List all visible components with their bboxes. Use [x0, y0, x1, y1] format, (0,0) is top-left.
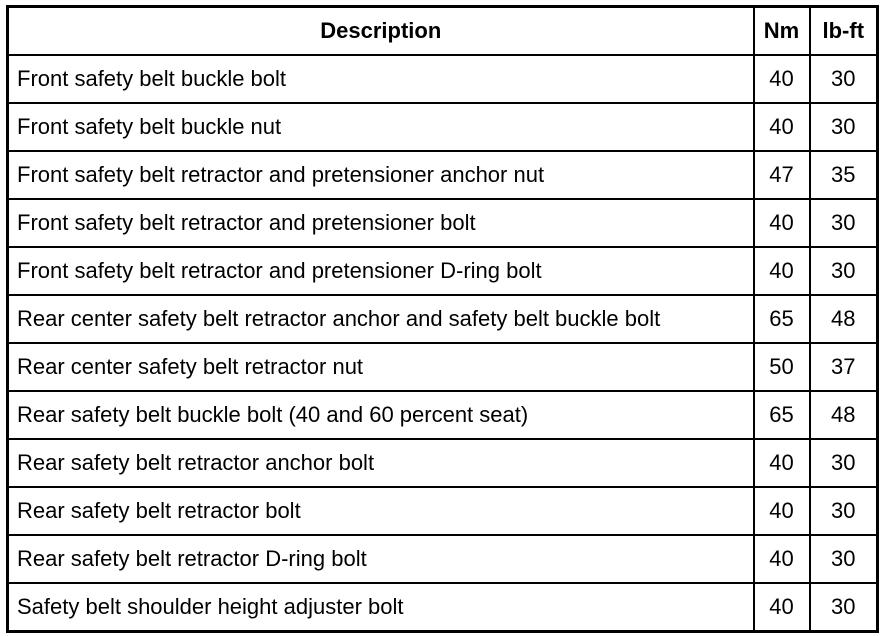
header-nm: Nm [754, 7, 810, 56]
cell-description: Front safety belt retractor and pretensioner bolt [8, 199, 754, 247]
cell-lbft: 30 [810, 55, 878, 103]
header-description: Description [8, 7, 754, 56]
cell-lbft: 30 [810, 583, 878, 632]
table-header [8, 7, 878, 56]
cell-nm: 65 [754, 391, 810, 439]
cell-lbft: 48 [810, 391, 878, 439]
header-lbft: lb-ft [810, 7, 878, 56]
cell-description: Safety belt shoulder height adjuster bolt [8, 583, 754, 632]
header-row [8, 7, 878, 56]
cell-lbft: 30 [810, 535, 878, 583]
cell-description: Front safety belt retractor and pretensioner anchor nut [8, 151, 754, 199]
cell-description: Rear center safety belt retractor anchor and safety belt buckle bolt [8, 295, 754, 343]
table-row [8, 199, 878, 247]
cell-nm: 40 [754, 535, 810, 583]
cell-description: Rear safety belt buckle bolt (40 and 60 percent seat) [8, 391, 754, 439]
table-row [8, 295, 878, 343]
table-row [8, 535, 878, 583]
cell-lbft: 48 [810, 295, 878, 343]
table-row [8, 439, 878, 487]
cell-description: Rear safety belt retractor bolt [8, 487, 754, 535]
table-row [8, 391, 878, 439]
cell-lbft: 30 [810, 247, 878, 295]
table-row [8, 487, 878, 535]
cell-lbft: 37 [810, 343, 878, 391]
table-row [8, 583, 878, 632]
table-row [8, 247, 878, 295]
cell-nm: 40 [754, 103, 810, 151]
cell-description: Rear safety belt retractor D-ring bolt [8, 535, 754, 583]
cell-nm: 65 [754, 295, 810, 343]
cell-nm: 40 [754, 583, 810, 632]
table-row [8, 151, 878, 199]
cell-nm: 40 [754, 439, 810, 487]
cell-description: Rear safety belt retractor anchor bolt [8, 439, 754, 487]
cell-lbft: 30 [810, 487, 878, 535]
table-row [8, 103, 878, 151]
table-row [8, 343, 878, 391]
table-row [8, 55, 878, 103]
cell-description: Front safety belt retractor and pretensioner D-ring bolt [8, 247, 754, 295]
cell-lbft: 30 [810, 439, 878, 487]
table-body [8, 55, 878, 632]
cell-nm: 40 [754, 247, 810, 295]
cell-lbft: 30 [810, 103, 878, 151]
cell-nm: 40 [754, 487, 810, 535]
cell-nm: 47 [754, 151, 810, 199]
cell-nm: 40 [754, 199, 810, 247]
cell-lbft: 30 [810, 199, 878, 247]
cell-nm: 50 [754, 343, 810, 391]
cell-lbft: 35 [810, 151, 878, 199]
cell-description: Front safety belt buckle nut [8, 103, 754, 151]
cell-description: Rear center safety belt retractor nut [8, 343, 754, 391]
torque-spec-table [6, 5, 879, 633]
cell-nm: 40 [754, 55, 810, 103]
cell-description: Front safety belt buckle bolt [8, 55, 754, 103]
